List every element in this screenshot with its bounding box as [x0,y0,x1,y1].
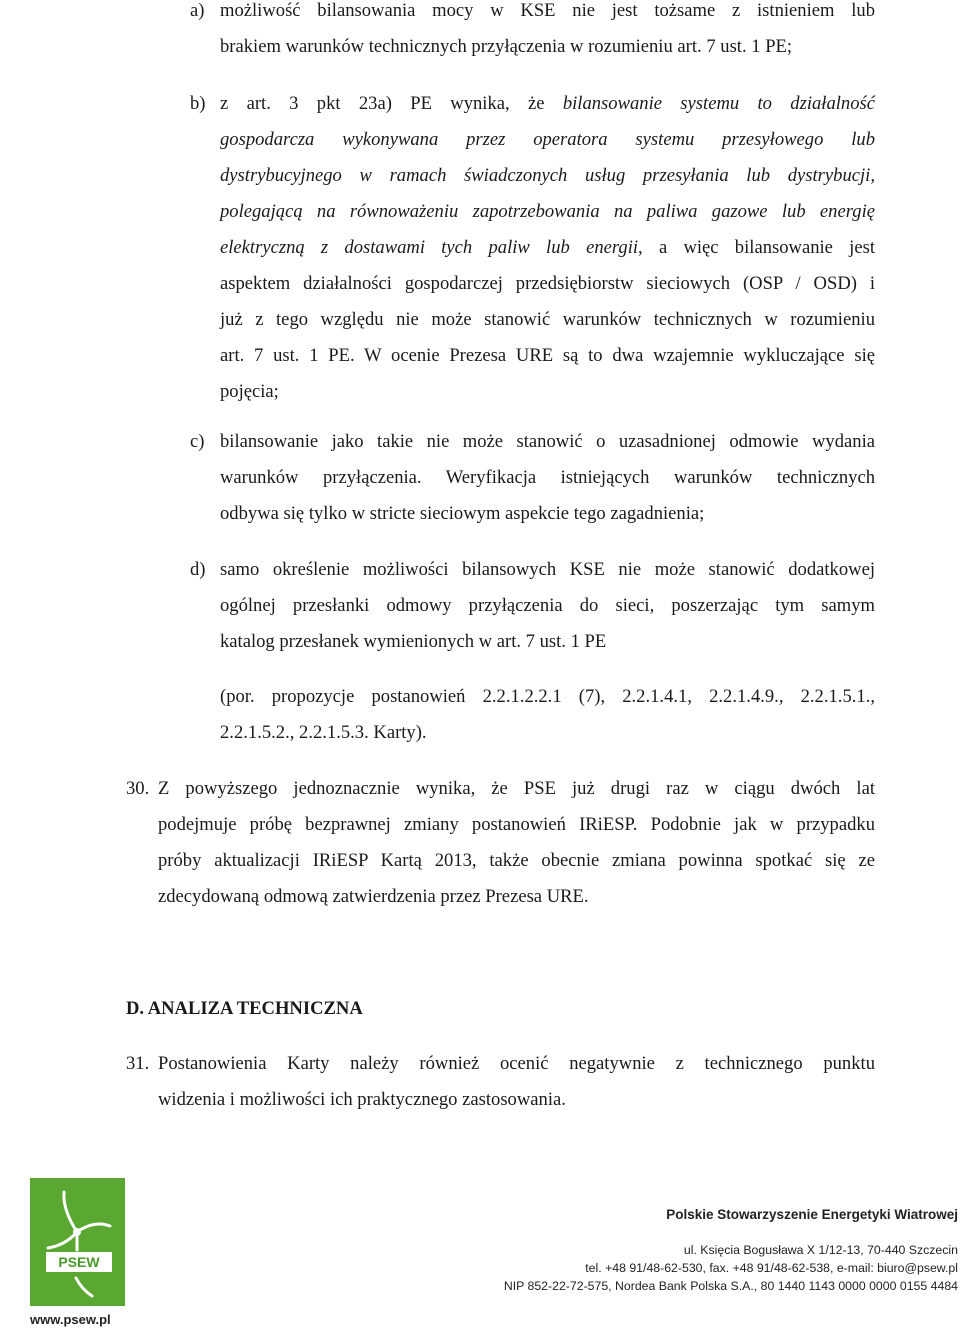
text-fragment: , a więc bilansowanie jest [638,237,875,258]
psew-logo[interactable] [30,1178,125,1306]
list-label: a) [190,0,205,21]
list-label: d) [190,559,206,580]
text-line: katalog przesłanek wymienionych w art. 7 ust. 1 PE [220,631,607,652]
text-line: aspektem działalności gospodarczej przedsiębiorstw sieciowych (OSP / OSD) i [220,273,875,294]
text-line: próby aktualizacji IRiESP Kartą 2013, także obecnie zmiana powinna spotkać się ze [158,850,875,871]
text-line: widzenia i możliwości ich praktycznego zastosowania. [158,1089,566,1110]
text-line: już z tego względu nie może stanowić warunków technicznych w rozumieniu [220,309,875,330]
list-item-a [190,0,875,65]
text-line [220,230,875,266]
text-line: podejmuje próbę bezprawnej zmiany postanowień IRiESP. Podobnie jak w przypadku [158,814,875,835]
logo-wordmark: PSEW [46,1252,112,1272]
footer-contact [504,1206,958,1295]
point-number: 30. [126,778,150,799]
section-heading: D. ANALIZA TECHNICZNA [126,998,363,1019]
numbered-point-31 [126,1046,875,1118]
text-line: brakiem warunków technicznych przyłączenia w rozumieniu art. 7 ust. 1 PE; [220,36,793,57]
quoted-definition-line: dystrybucyjnego w ramach świadczonych usług przesyłania lub dystrybucji, [220,165,875,186]
text-line: odbywa się tylko w stricte sieciowym aspekcie tego zagadnienia; [220,503,705,524]
text-line: samo określenie możliwości bilansowych KSE nie może stanowić dodatkowej [220,559,875,580]
text-line: ogólnej przesłanki odmowy przyłączenia do sieci, poszerzając tym samym [220,595,875,616]
quoted-definition: elektryczną z dostawami tych paliw lub energii [220,237,639,258]
list-label: c) [190,431,205,452]
text-line: zdecydowaną odmową zatwierdzenia przez Prezesa URE. [158,886,589,907]
text-line: (por. propozycje postanowień 2.2.1.2.2.1 (7), 2.2.1.4.1, 2.2.1.4.9., 2.2.1.5.1., [220,686,875,707]
quoted-definition: bilansowanie systemu to działalność [562,93,875,114]
address-line: ul. Księcia Bogusława X 1/12-13, 70-440 Szczecin [683,1243,958,1257]
text-line: warunków przyłączenia. Weryfikacja istniejących warunków technicznych [220,467,875,488]
text-line: bilansowanie jako takie nie może stanowić o uzasadnionej odmowie wydania [220,431,875,452]
list-item-b [190,86,875,410]
list-label: b) [190,93,206,114]
quoted-definition-line: polegającą na równoważeniu zapotrzebowania na paliwa gazowe lub energię [220,201,875,222]
list-item-d [190,552,875,660]
contact-line[interactable]: tel. +48 91/48-62-530, fax. +48 91/48-62-538, e-mail: biuro@psew.pl [585,1261,958,1275]
text-line [220,86,875,122]
text-line: Z powyższego jednoznacznie wynika, że PSE już drugi raz w ciągu dwóch lat [158,778,875,799]
text-line: 2.2.1.5.2., 2.2.1.5.3. Karty). [220,722,427,743]
text-line: art. 7 ust. 1 PE. W ocenie Prezesa URE są to dwa wzajemnie wykluczające się [220,345,875,366]
numbered-point-30 [126,771,875,915]
wind-turbine-icon [30,1178,125,1306]
organization-name: Polskie Stowarzyszenie Energetyki Wiatrowej [666,1207,958,1222]
website-link[interactable]: www.psew.pl [30,1312,111,1327]
list-item-c [190,424,875,532]
text-line: pojęcia; [220,381,279,402]
text-line: Postanowienia Karty należy również ocenić negatywnie z technicznego punktu [158,1053,875,1074]
text-line: możliwość bilansowania mocy w KSE nie jest tożsame z istnieniem lub [220,0,875,21]
text-fragment: z art. 3 pkt 23a) PE wynika, że [220,93,563,114]
reference-note [220,679,875,751]
bank-line: NIP 852-22-72-575, Nordea Bank Polska S.A., 80 1440 1143 0000 0000 0155 4484 [503,1279,958,1293]
point-number: 31. [126,1053,150,1074]
quoted-definition-line: gospodarcza wykonywana przez operatora systemu przesyłowego lub [220,129,875,150]
